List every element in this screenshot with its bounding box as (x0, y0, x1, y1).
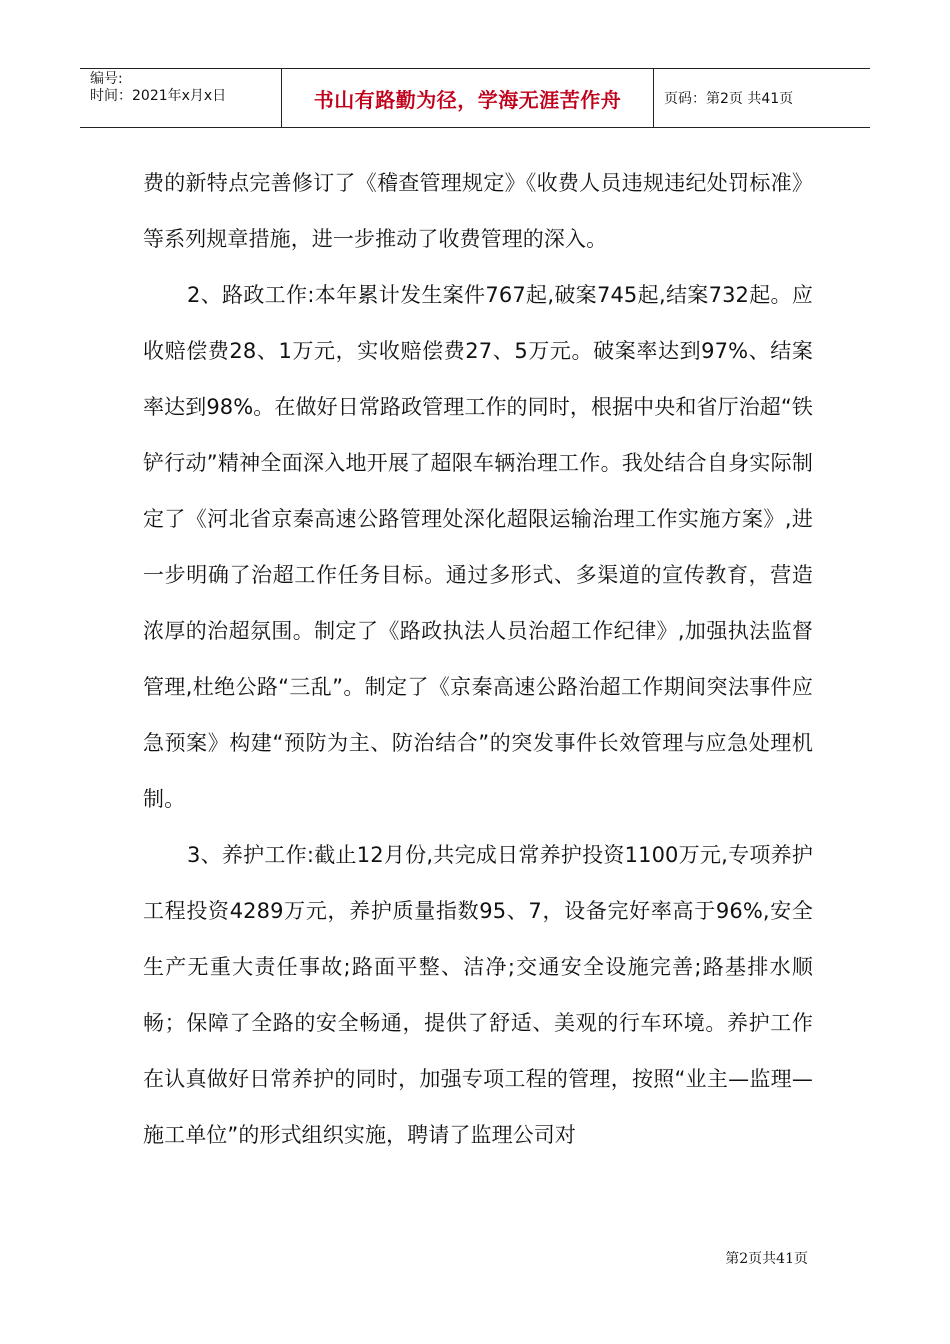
paragraph-road-administration: 2、路政工作:本年累计发生案件767起,破案745起,结案732起。应收赔偿费28、1万元，实收赔偿费27、5万元。破案率达到97%、结案率达到98%。在做好日常路政管理工作的同时，根据中央和省厅治超“铁铲行动”精神全面深入地开展了超限车辆治理工作。我处结合自身实际制定了《河北省京秦高速公路管理处深化超限运输治理工作实施方案》,进一步明确了治超工作任务目标。通过多形式、多渠道的宣传教育，营造浓厚的治超氛围。制定了《路政执法人员治超工作纪律》,加强执法监督管理,杜绝公路“三乱”。制定了《京秦高速公路治超工作期间突法事件应急预案》构建“预防为主、防治结合”的突发事件长效管理与应急处理机制。 (143, 283, 813, 811)
header-motto (282, 69, 654, 127)
paragraph-maintenance: 3、养护工作:截止12月份,共完成日常养护投资1100万元,专项养护工程投资4289万元，养护质量指数95、7，设备完好率高于96%,安全生产无重大责任事故;路面平整、洁净;交通安全设施完善;路基排水顺畅；保障了全路的安全畅通，提供了舒适、美观的行车环境。养护工作在认真做好日常养护的同时，加强专项工程的管理，按照“业主—监理—施工单位”的形式组织实施，聘请了监理公司对 (143, 843, 813, 1147)
document-number-label: 编号: (90, 71, 123, 87)
document-body (143, 155, 813, 1163)
header-meta (80, 69, 282, 127)
paragraph-continuation: 费的新特点完善修订了《稽查管理规定》《收费人员违规违纪处罚标准》等系列规章措施，进一步推动了收费管理的深入。 (143, 171, 813, 251)
page-info-text: 页码：第2页 共41页 (664, 91, 794, 107)
header-page-info (654, 69, 870, 127)
motto-text: 书山有路勤为径，学海无涯苦作舟 (313, 87, 622, 112)
document-date: 时间：2021年x月x日 (90, 88, 227, 104)
document-header (80, 68, 870, 128)
page-footer: 第2页共41页 (725, 1251, 808, 1267)
